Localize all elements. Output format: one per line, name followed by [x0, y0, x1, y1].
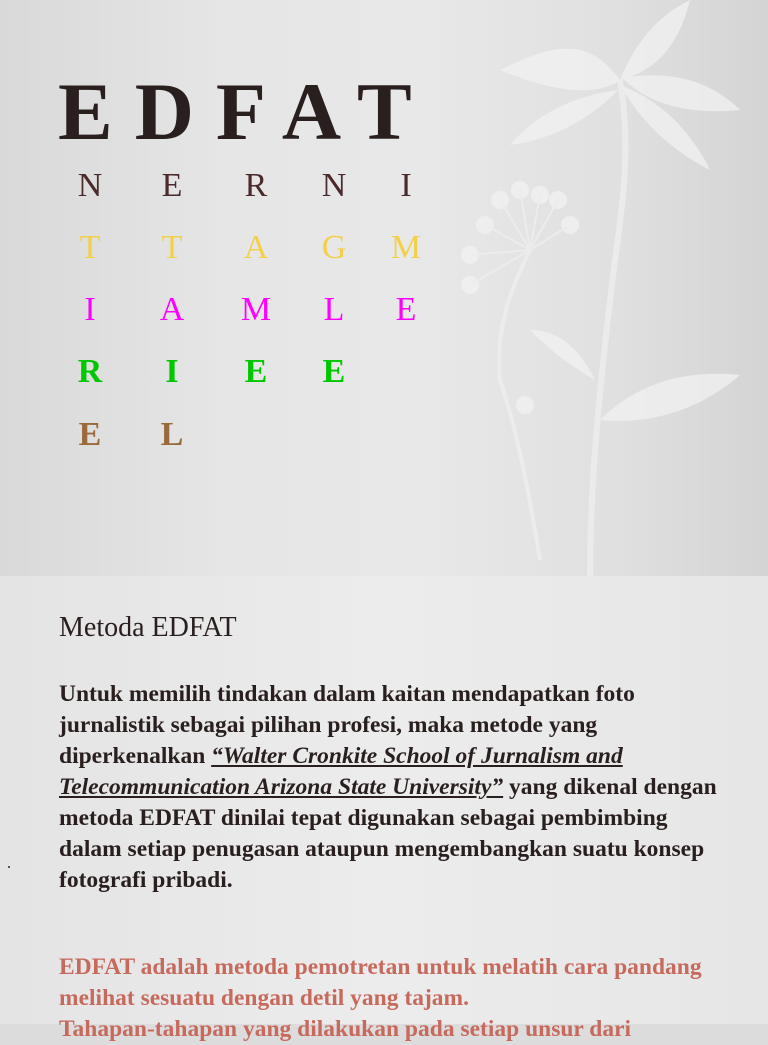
- grid-letter: G: [321, 229, 347, 266]
- grid-letter: I: [400, 167, 412, 204]
- grid-letter: N: [321, 167, 347, 204]
- grid-letter: E: [244, 353, 268, 390]
- page-title: EDFAT: [58, 66, 434, 157]
- grid-letter: N: [77, 167, 103, 204]
- grid-letter: E: [395, 291, 417, 328]
- stray-dot: [8, 866, 10, 868]
- grid-letter: A: [159, 291, 185, 328]
- source-link[interactable]: “Walter Cronkite School of Jurnalism and Telecommunication Arizona State University”: [59, 743, 623, 800]
- grid-letter: M: [390, 229, 422, 266]
- grid-letter: I: [165, 353, 179, 390]
- grid-letter: M: [240, 291, 272, 328]
- grid-letter: T: [79, 229, 101, 266]
- grid-letter: R: [244, 167, 268, 204]
- grid-letter: I: [84, 291, 96, 328]
- grid-letter: E: [322, 353, 346, 390]
- grid-letter: L: [323, 291, 345, 328]
- grid-letter: E: [161, 167, 183, 204]
- definition-line-2: Tahapan-tahapan yang dilakukan pada setiap unsur dari: [59, 1016, 632, 1042]
- intro-text-start: Untuk memilih tindakan dalam kaitan mendapatkan foto jurnalistik sebagai pilihan profesi, maka metode yang diperkenalkan: [59, 681, 635, 769]
- definition-paragraph: [59, 952, 739, 1045]
- grid-letter: A: [243, 229, 269, 266]
- grid-letter: E: [78, 416, 102, 453]
- intro-text-end: yang dikenal dengan metoda EDFAT dinilai tepat digunakan sebagai pembimbing dalam setiap penugasan ataupun mengembangkan suatu konsep fotografi pribadi.: [59, 774, 717, 893]
- grid-letter: R: [77, 353, 103, 390]
- section-heading: Metoda EDFAT: [59, 612, 237, 643]
- grid-letter: L: [160, 416, 184, 453]
- plant-silhouette-illustration: [440, 0, 768, 576]
- grid-letter: T: [161, 229, 183, 266]
- definition-line-1: EDFAT adalah metoda pemotretan untuk melatih cara pandang melihat sesuatu dengan detil yang tajam.: [59, 954, 702, 1011]
- intro-paragraph: [59, 679, 719, 896]
